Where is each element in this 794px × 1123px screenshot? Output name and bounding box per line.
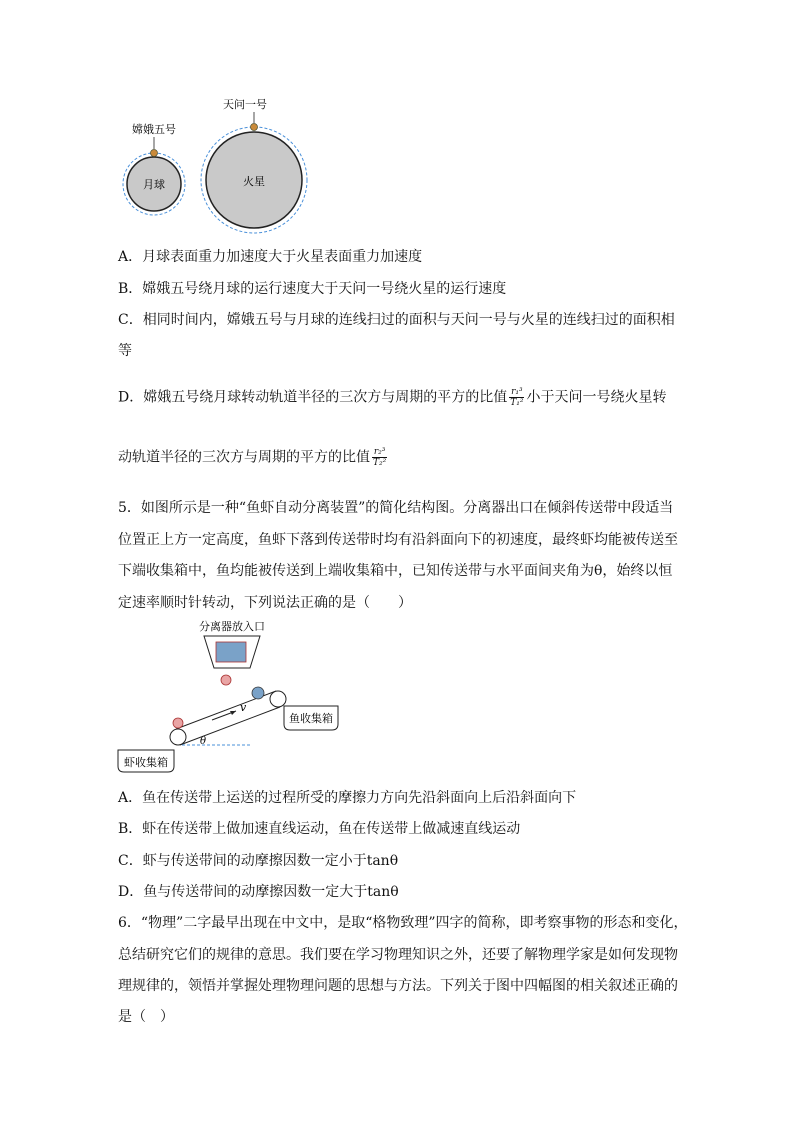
fish-box-label: 鱼收集箱 [289, 712, 333, 725]
fish-on-belt-icon [252, 687, 264, 699]
theta-label: θ [200, 736, 207, 747]
ratio-fraction-2 [372, 447, 387, 468]
q5-option-a: A．鱼在传送带上运送的过程所受的摩擦力方向先沿斜面向上后沿斜面向下 [118, 790, 577, 806]
q4-option-d-text-before: D．嫦娥五号绕月球转动轨道半径的三次方与周期的平方的比值 [118, 389, 508, 406]
mars-label: 火星 [243, 175, 265, 188]
ratio-2-numerator: r₂³ [373, 447, 386, 457]
ratio-2-denominator: T₂² [373, 458, 387, 468]
q5-stem-line4: 定速率顺时针转动，下列说法正确的是（ ） [118, 595, 412, 611]
shrimp-on-belt-icon [173, 718, 183, 728]
q4-option-d-line1 [118, 387, 666, 408]
q5-stem-line3: 下端收集箱中，鱼均能被传送到上端收集箱中，已知传送带与水平面间夹角为θ，始终以恒 [118, 563, 673, 579]
ratio-1-denominator: T₁² [510, 398, 524, 408]
q4-option-d-text-after: 小于天问一号绕火星转 [526, 389, 667, 406]
belt-upper-roller [270, 691, 286, 707]
q4-option-a: A．月球表面重力加速度大于火星表面重力加速度 [118, 249, 423, 265]
belt-lower-roller [170, 729, 186, 745]
falling-shrimp-icon [221, 675, 231, 685]
chang-e-probe-icon [151, 150, 158, 157]
q6-stem-line4: 是（ ） [118, 1009, 174, 1025]
q6-stem-line1: 6．“物理”二字最早出现在中文中，是取“格物致理”四字的简称，即考察事物的形态和变化， [118, 915, 688, 931]
orbit-figure [110, 95, 340, 235]
conveyor-figure [112, 616, 352, 774]
q4-option-d-line2 [118, 447, 389, 468]
tianwen-label: 天问一号 [223, 98, 267, 111]
q4-option-d-line2-text: 动轨道半径的三次方与周期的平方的比值 [118, 449, 370, 466]
q5-option-d: D．鱼与传送带间的动摩擦因数一定大于tanθ [118, 884, 399, 900]
velocity-label: v [240, 701, 247, 714]
belt-bottom-edge [180, 707, 280, 745]
separator-label: 分离器放入口 [199, 620, 265, 633]
chang-e-label: 嫦娥五号 [132, 123, 176, 136]
tianwen-probe-icon [251, 124, 258, 131]
ratio-fraction-1 [509, 387, 524, 408]
q4-option-c-line2: 等 [118, 343, 132, 359]
moon-label: 月球 [143, 178, 165, 191]
q5-option-b: B．虾在传送带上做加速直线运动，鱼在传送带上做减速直线运动 [118, 821, 521, 837]
hopper-fish-cluster [216, 642, 246, 662]
q4-option-c-line1: C．相同时间内，嫦娥五号与月球的连线扫过的面积与天问一号与火星的连线扫过的面积相 [118, 312, 675, 328]
q5-stem-line1: 5．如图所示是一种“鱼虾自动分离装置”的简化结构图。分离器出口在倾斜传送带中段适当 [118, 500, 674, 516]
q6-stem-line2: 总结研究它们的规律的意思。我们要在学习物理知识之外，还要了解物理学家是如何发现物 [118, 947, 678, 963]
q5-stem-line2: 位置正上方一定高度，鱼虾下落到传送带时均有沿斜面向下的初速度，最终虾均能被传送至 [118, 532, 678, 548]
ratio-1-numerator: r₁³ [511, 387, 523, 397]
q6-stem-line3: 理规律的，领悟并掌握处理物理问题的思想与方法。下列关于图中四幅图的相关叙述正确的 [118, 978, 678, 994]
shrimp-box-label: 虾收集箱 [124, 756, 168, 769]
q5-option-c: C．虾与传送带间的动摩擦因数一定小于tanθ [118, 853, 399, 869]
q4-option-b: B．嫦娥五号绕月球的运行速度大于天问一号绕火星的运行速度 [118, 281, 507, 297]
